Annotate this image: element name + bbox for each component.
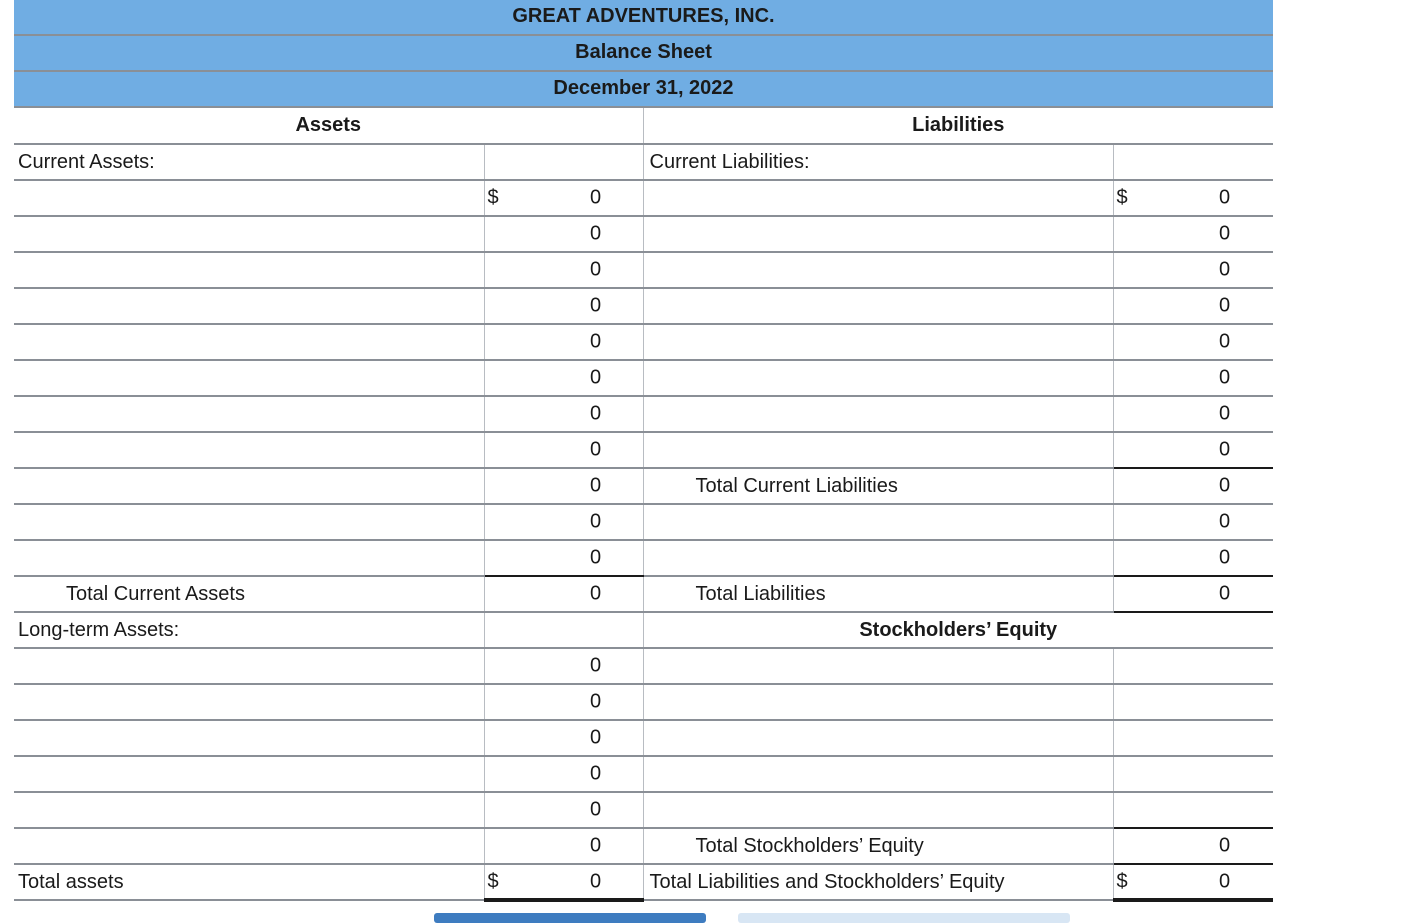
long-term-asset-amount[interactable]: 0 (484, 720, 643, 756)
current-assets-label: Current Assets: (14, 144, 484, 180)
current-asset-amount[interactable]: 0 (484, 252, 643, 288)
company-name: GREAT ADVENTURES, INC. (14, 0, 1273, 36)
current-asset-amount[interactable]: 0 (484, 432, 643, 468)
current-liability-name-input[interactable] (643, 360, 1113, 396)
currency-symbol: $ (487, 870, 499, 892)
current-liability-amount[interactable]: 0 (1113, 396, 1273, 432)
current-liability-name-input[interactable] (643, 432, 1113, 468)
current-asset-name-input[interactable] (14, 396, 484, 432)
total-current-assets-label: Total Current Assets (14, 576, 484, 612)
secondary-button[interactable] (738, 913, 1070, 923)
current-liability-name-input[interactable] (643, 252, 1113, 288)
equity-name-input[interactable] (643, 792, 1113, 828)
current-asset-amount[interactable]: 0 (484, 324, 643, 360)
current-liability-amount[interactable]: 0 (1113, 432, 1273, 468)
current-asset-amount[interactable]: 0 (484, 360, 643, 396)
current-liability-name-input[interactable] (643, 288, 1113, 324)
equity-amount-input[interactable] (1113, 684, 1273, 720)
current-asset-name-input[interactable] (14, 180, 484, 216)
current-asset-name-input[interactable] (14, 432, 484, 468)
equity-name-input[interactable] (643, 684, 1113, 720)
total-current-assets-amount: 0 (484, 576, 643, 612)
long-term-asset-amount[interactable]: 0 (484, 756, 643, 792)
current-asset-name-input[interactable] (14, 216, 484, 252)
total-assets-label: Total assets (14, 864, 484, 900)
equity-name-input[interactable] (643, 720, 1113, 756)
current-liability-amount[interactable]: 0 (1113, 288, 1273, 324)
total-liabilities-label: Total Liabilities (643, 576, 1113, 612)
current-liability-name-input[interactable] (643, 324, 1113, 360)
current-asset-name-input[interactable] (14, 288, 484, 324)
current-asset-amount[interactable]: 0 (484, 468, 643, 504)
current-liability-amount[interactable]: 0 (1113, 324, 1273, 360)
equity-amount-input[interactable] (1113, 720, 1273, 756)
current-asset-amount[interactable]: 0 (484, 396, 643, 432)
current-liabilities-label: Current Liabilities: (643, 144, 1113, 180)
long-term-asset-amount[interactable]: 0 (484, 648, 643, 684)
current-asset-amount[interactable]: 0 (484, 540, 643, 576)
current-liability-amount[interactable]: $ 0 (1113, 180, 1273, 216)
long-term-asset-name-input[interactable] (14, 792, 484, 828)
current-assets-header-amount (484, 144, 643, 180)
equity-amount-input[interactable] (1113, 648, 1273, 684)
long-term-asset-amount[interactable]: 0 (484, 684, 643, 720)
long-term-asset-name-input[interactable] (14, 684, 484, 720)
statement-title: Balance Sheet (14, 36, 1273, 72)
long-term-assets-header-amount (484, 612, 643, 648)
equity-amount-input[interactable] (1113, 792, 1273, 828)
current-asset-name-input[interactable] (14, 360, 484, 396)
long-term-assets-label: Long-term Assets: (14, 612, 484, 648)
primary-button[interactable] (434, 913, 706, 923)
current-asset-amount[interactable]: $ 0 (484, 180, 643, 216)
total-stockholders-equity-amount: 0 (1113, 828, 1273, 864)
currency-symbol: $ (1116, 870, 1128, 892)
long-term-asset-amount[interactable]: 0 (484, 828, 643, 864)
liabilities-heading: Liabilities (643, 108, 1273, 144)
total-liabilities-and-equity-amount: $ 0 (1113, 864, 1273, 900)
total-liabilities-amount: 0 (1113, 576, 1273, 612)
liability-amount[interactable]: 0 (1113, 540, 1273, 576)
current-liability-amount[interactable]: 0 (1113, 360, 1273, 396)
current-liability-amount[interactable]: 0 (1113, 216, 1273, 252)
current-liabilities-header-amount (1113, 144, 1273, 180)
stockholders-equity-heading: Stockholders’ Equity (643, 612, 1273, 648)
liability-amount[interactable]: 0 (1113, 504, 1273, 540)
total-current-liabilities-amount: 0 (1113, 468, 1273, 504)
currency-symbol: $ (1116, 186, 1128, 209)
current-asset-amount[interactable]: 0 (484, 504, 643, 540)
total-assets-amount: $ 0 (484, 864, 643, 900)
liability-name-input[interactable] (643, 504, 1113, 540)
balance-sheet (14, 0, 1273, 902)
current-asset-amount[interactable]: 0 (484, 216, 643, 252)
currency-symbol: $ (487, 186, 499, 209)
current-asset-name-input[interactable] (14, 540, 484, 576)
long-term-asset-name-input[interactable] (14, 756, 484, 792)
current-asset-name-input[interactable] (14, 252, 484, 288)
total-stockholders-equity-label: Total Stockholders’ Equity (643, 828, 1113, 864)
total-current-liabilities-label: Total Current Liabilities (643, 468, 1113, 504)
assets-heading: Assets (14, 108, 643, 144)
current-liability-name-input[interactable] (643, 180, 1113, 216)
current-asset-name-input[interactable] (14, 468, 484, 504)
balance-sheet-table (14, 108, 1273, 902)
liability-name-input[interactable] (643, 540, 1113, 576)
long-term-asset-name-input[interactable] (14, 648, 484, 684)
current-liability-amount[interactable]: 0 (1113, 252, 1273, 288)
long-term-asset-name-input[interactable] (14, 720, 484, 756)
long-term-asset-name-input[interactable] (14, 828, 484, 864)
current-liability-name-input[interactable] (643, 216, 1113, 252)
long-term-asset-amount[interactable]: 0 (484, 792, 643, 828)
equity-name-input[interactable] (643, 648, 1113, 684)
equity-amount-input[interactable] (1113, 756, 1273, 792)
current-asset-name-input[interactable] (14, 504, 484, 540)
statement-date: December 31, 2022 (14, 72, 1273, 108)
current-asset-name-input[interactable] (14, 324, 484, 360)
current-asset-amount[interactable]: 0 (484, 288, 643, 324)
current-liability-name-input[interactable] (643, 396, 1113, 432)
equity-name-input[interactable] (643, 756, 1113, 792)
total-liabilities-and-equity-label: Total Liabilities and Stockholders’ Equity (643, 864, 1113, 900)
